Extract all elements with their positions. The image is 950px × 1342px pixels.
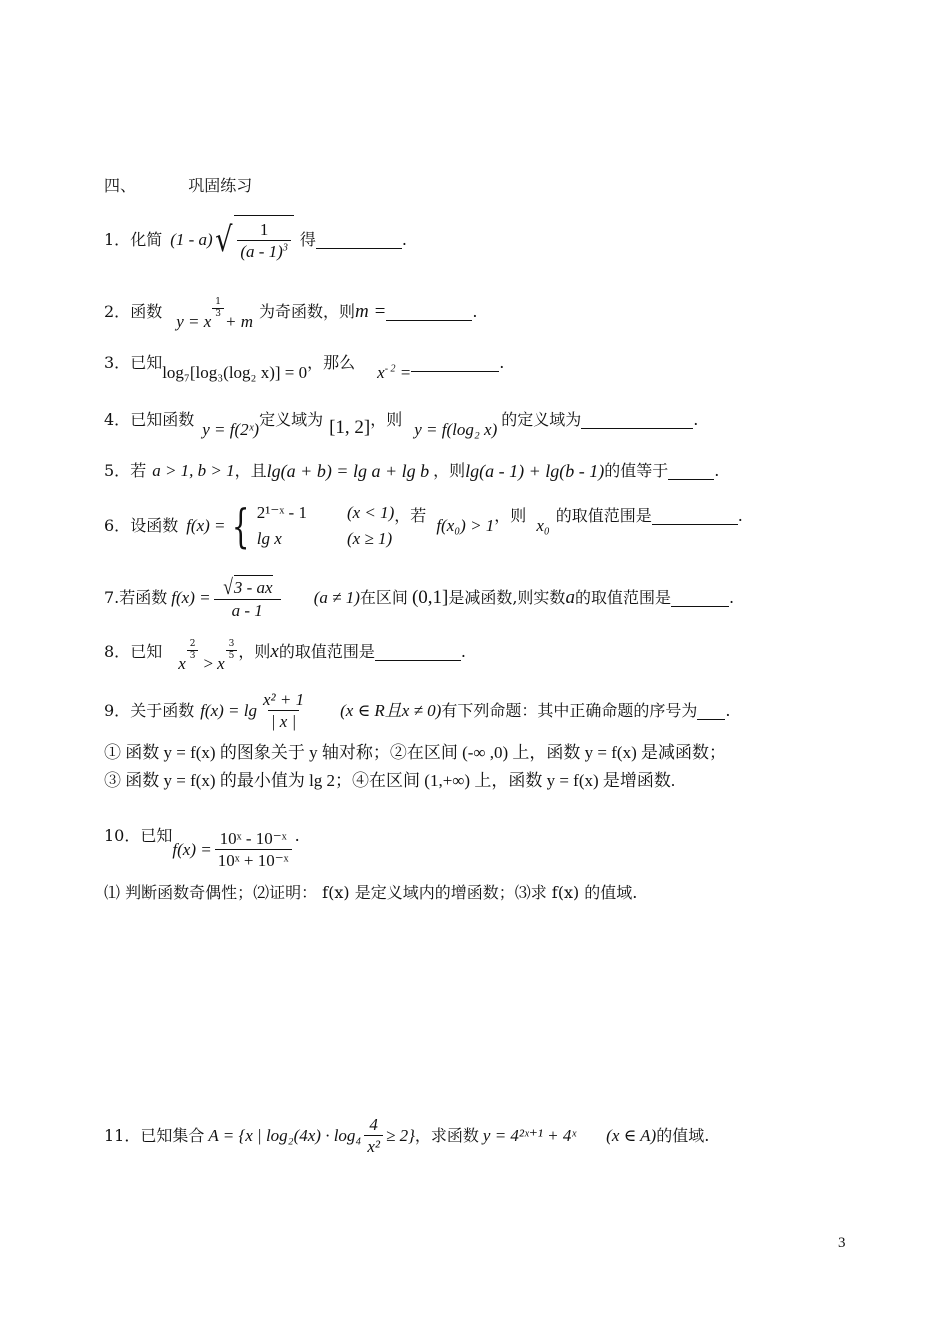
q6-number: 6． <box>104 516 131 535</box>
q6-text: 设函数 <box>130 516 179 535</box>
q9-text-b: 有下列命题：其中正确命题的序号为 <box>441 701 698 720</box>
q11-text: 已知集合 <box>140 1126 205 1145</box>
q3-expr2: $x^{- 2}$ = <box>377 363 412 382</box>
q6-text-c: ，则 <box>494 506 527 525</box>
q3-answer-blank[interactable] <box>411 355 499 372</box>
q1-numerator: 1 <box>259 220 269 239</box>
q5-text-b: ，且 <box>234 461 267 480</box>
q8-rhs-exponent: $\frac{3}{5}$ <box>226 639 238 662</box>
q6-case2-cond: (x ≥ 1) <box>346 529 393 548</box>
q2-number: 2． <box>104 302 131 321</box>
q10-fraction <box>215 829 292 872</box>
q6-case2-expr: lg x <box>256 529 282 548</box>
q4-text: 已知函数 <box>130 410 195 429</box>
q4-end: . <box>693 410 699 429</box>
q4-text-b: 定义域为 <box>259 410 324 429</box>
q8-text-c: 的取值范围是 <box>278 642 375 661</box>
q1-answer-blank[interactable] <box>316 232 402 249</box>
q10-end: . <box>294 826 300 845</box>
question-2 <box>104 294 477 330</box>
question-7 <box>104 572 734 624</box>
q9-statements-2: ③ 函数 y = f(x) 的最小值为 lg 2；④在区间 (1,+∞) 上，函数 y = f(x) 是增函数. <box>104 771 676 790</box>
q6-text-b: ，若 <box>394 506 427 525</box>
question-3 <box>104 346 504 380</box>
q11-set-b: ≥ 2} <box>386 1126 415 1145</box>
q11-numerator: 4 <box>369 1114 378 1134</box>
q7-radicand: 3 - ax <box>234 575 273 599</box>
q8-answer-blank[interactable] <box>375 644 461 661</box>
q9-statements-1: ① 函数 y = f(x) 的图象关于 y 轴对称；②在区间 (-∞ ,0) 上，函数 y = f(x) 是减函数； <box>104 743 726 762</box>
q10-tasks: ⑴ 判断函数奇偶性；⑵证明： f(x) 是定义域内的增函数；⑶求 f(x) 的值域. <box>104 883 638 902</box>
question-4 <box>104 402 698 438</box>
q11-number: 11． <box>104 1126 141 1145</box>
q10-text: 已知 <box>140 826 173 845</box>
q9-answer-blank[interactable] <box>697 703 725 720</box>
q9-denominator: | x | <box>268 710 299 733</box>
q6-case1-expr: 2¹⁻ˣ - 1 <box>256 503 307 522</box>
q5-expr: lg(a + b) = lg a + lg b <box>266 461 430 481</box>
q1-den-exp: 3 <box>282 242 288 254</box>
q3-end: . <box>499 353 505 372</box>
q7-cond: (a ≠ 1) <box>313 588 360 607</box>
q3-text: 已知 <box>130 353 163 372</box>
q11-fraction <box>364 1115 383 1158</box>
q2-expr-a: y = x <box>176 312 212 331</box>
q11-text-c: 的值域. <box>656 1126 710 1145</box>
q6-cond: f(x₀) > 1 <box>436 516 495 535</box>
section-number: 四、 <box>104 176 137 195</box>
question-9 <box>104 686 730 736</box>
q5-number: 5． <box>104 461 131 480</box>
q11-set-a: A = {x | log₂(4x) · log₄ <box>208 1126 362 1145</box>
q5-expr2: lg(a - 1) + lg(b - 1) <box>465 461 605 481</box>
q4-interval: [1, 2] <box>329 417 371 438</box>
question-6 <box>104 496 743 556</box>
q8-lhs-exponent: $\frac{2}{3}$ <box>187 639 199 662</box>
q8-end: . <box>460 642 466 661</box>
q8-gt: > <box>203 654 214 673</box>
q10-number: 10． <box>104 826 141 845</box>
q5-cond: a > 1, b > 1 <box>152 461 235 480</box>
q6-fx: f(x) = <box>186 516 226 535</box>
q9-fx: f(x) = lg <box>200 701 257 720</box>
q7-text: 若函数 <box>119 588 168 607</box>
q3-expr: log₇[log₃(log₂ x)] = 0 <box>162 363 308 382</box>
q4-answer-blank[interactable] <box>581 412 693 429</box>
q1-factor: (1 - a) <box>170 230 213 249</box>
q7-text-b: 在区间 <box>359 588 408 607</box>
q9-numerator: x² + 1 <box>263 689 305 709</box>
q10-fx: f(x) = <box>172 840 212 859</box>
q10-denominator: 10ˣ + 10⁻ˣ <box>215 849 292 872</box>
q8-lhs-base: x <box>178 654 186 673</box>
question-10 <box>104 808 300 870</box>
q6-answer-blank[interactable] <box>652 508 738 525</box>
q4-expr: y = f(2ˣ) <box>202 420 260 439</box>
q4-number: 4． <box>104 410 131 429</box>
q5-answer-blank[interactable] <box>668 463 714 480</box>
q7-answer-blank[interactable] <box>671 590 729 607</box>
q2-end: . <box>472 302 478 321</box>
question-1 <box>104 212 407 268</box>
q1-end: . <box>401 230 407 249</box>
q6-end: . <box>737 506 743 525</box>
q7-text-c: 是减函数,则实数 <box>448 588 566 607</box>
question-8 <box>104 634 466 673</box>
q6-var: x₀ <box>536 516 550 535</box>
section-heading <box>104 175 252 197</box>
q8-number: 8． <box>104 642 131 661</box>
question-5 <box>104 457 719 485</box>
q5-end: . <box>714 461 720 480</box>
q6-piecewise: { 2¹⁻ˣ - 1 (x < 1) lg x (x ≥ 1) <box>231 499 395 553</box>
q11-expr: y = 4²ˣ⁺¹ + 4ˣ <box>482 1126 577 1145</box>
q8-text: 已知 <box>130 642 163 661</box>
q1-number: 1． <box>104 230 131 249</box>
q7-number: 7. <box>104 588 120 607</box>
q3-number: 3． <box>104 353 131 372</box>
q1-text-b: 得 <box>299 230 316 249</box>
q9-cond: (x ∈ R且x ≠ 0) <box>340 701 442 720</box>
q7-var: a <box>565 587 575 608</box>
q7-denominator: a - 1 <box>214 599 281 622</box>
q2-answer-blank[interactable] <box>386 304 472 321</box>
q8-text-b: ，则 <box>238 642 271 661</box>
q5-text-c: ，则 <box>433 461 466 480</box>
q7-fraction: √ 3 - ax a - 1 <box>214 575 281 622</box>
q2-text-b: 为奇函数，则 <box>259 302 356 321</box>
q9-fraction <box>260 690 307 733</box>
q1-denominator: (a - 1) <box>240 242 283 261</box>
q3-text-b: ，那么 <box>307 353 356 372</box>
q2-exponent: $\frac{1}{3}$ <box>212 297 224 320</box>
q11-denominator: x² <box>364 1135 383 1158</box>
q7-end: . <box>728 588 735 607</box>
q8-rhs-base: x <box>217 654 225 673</box>
q7-text-d: 的取值范围是 <box>574 588 671 607</box>
q8-var: x <box>270 641 279 662</box>
q5-text-d: 的值等于 <box>604 461 669 480</box>
q2-text: 函数 <box>130 302 163 321</box>
q9-end: . <box>725 701 731 720</box>
q1-text: 化简 <box>130 230 163 249</box>
q7-interval: (0,1] <box>411 587 449 608</box>
q5-text: 若 <box>130 461 147 480</box>
section-title: 巩固练习 <box>188 176 253 195</box>
q6-case1-cond: (x < 1) <box>346 503 395 522</box>
q4-expr2: y = f(log₂ x) <box>414 420 498 439</box>
q4-text-d: 的定义域为 <box>501 410 582 429</box>
q1-radical: √ $\frac{1}{(a - 1)^3}$ <box>213 215 294 265</box>
q11-cond: (x ∈ A) <box>606 1126 657 1145</box>
q6-text-d: 的取值范围是 <box>555 506 652 525</box>
q2-var: m = <box>355 301 387 322</box>
q4-text-c: ，则 <box>370 410 403 429</box>
page-number: 3 <box>838 1235 846 1251</box>
q9-text: 关于函数 <box>130 701 195 720</box>
q2-expr-b: + m <box>225 312 253 331</box>
q9-number: 9． <box>104 701 131 720</box>
q11-text-b: ，求函数 <box>414 1126 479 1145</box>
q7-fx: f(x) = <box>171 588 211 607</box>
question-11 <box>104 1110 709 1162</box>
q10-numerator: 10ˣ - 10⁻ˣ <box>219 828 287 848</box>
